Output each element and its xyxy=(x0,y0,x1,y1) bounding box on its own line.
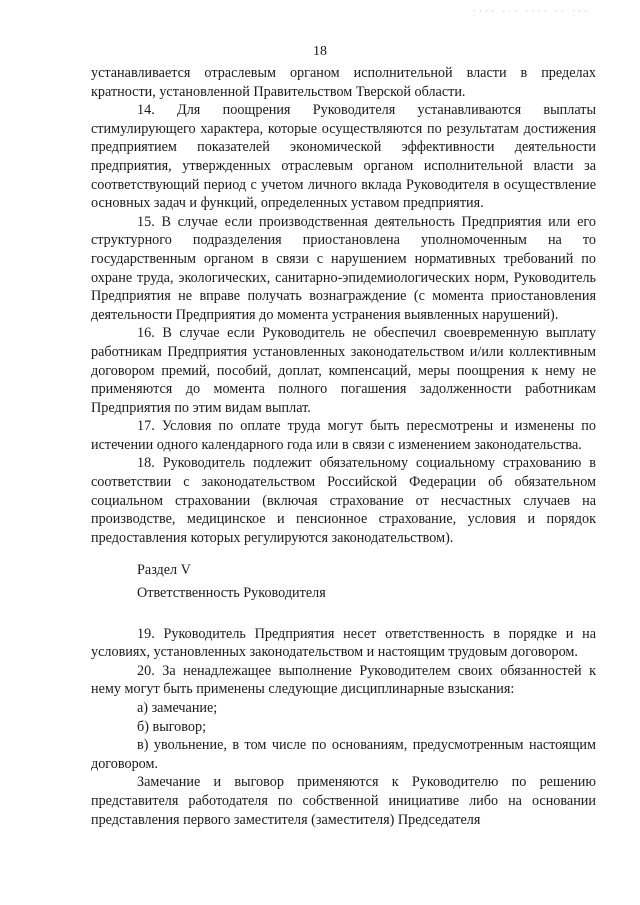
page-number: 18 xyxy=(313,44,327,59)
paragraph: в) увольнение, в том числе по основаниям, предусмотренным настоящим договором. xyxy=(91,737,596,772)
paragraph: 14. Для поощрения Руководителя устанавливаются выплаты стимулирующего характера, которые осуществляются по результатам достижения предприятием показателей экономической эффективности деятельности предприятия, утвержденных отраслевым органом исполнительной власти за соответствующий период с учетом личного вклада Руководителя в осуществление основных задач и функций, определенных уставом предприятия. xyxy=(91,102,596,212)
section-title: Ответственность Руководителя xyxy=(137,585,326,602)
paragraph: 15. В случае если производственная деятельность Предприятия или его структурного подразделения приостановлена уполномоченным на то государственным органом в связи с нарушением нормативных требований по охране труда, экологических, санитарно-эпидемиологических норм, Руководитель Предприятия не вправе получать вознаграждение (с момента приостановления деятельности Предприятия до момента устранения выявленных нарушений). xyxy=(91,213,596,323)
paragraphs-before-section xyxy=(91,64,596,547)
section-number: Раздел V xyxy=(137,562,191,579)
scan-artifact: ···· ··· ···· ·· ··· xyxy=(473,6,590,16)
paragraph: а) замечание; xyxy=(137,700,218,716)
paragraphs-after-section xyxy=(91,625,596,830)
paragraph: б) выговор; xyxy=(137,718,207,735)
paragraph: 18. Руководитель подлежит обязательному социальному страхованию в соответствии с законодательством Российской Федерации об обязательном социальном страховании (включая страхование от несчастных случаев на производстве, медицинское и пенсионное страхование, условия и порядок предоставления которых регулируются законодательством). xyxy=(91,455,596,546)
paragraph: 16. В случае если Руководитель не обеспечил своевременную выплату работникам Предприятия установленных законодательством и/или коллективным договором премий, пособий, доплат, компенсаций, меры поощрения к нему не применяются до момента полного погашения задолженности работникам Предприятия по этим видам выплат. xyxy=(91,325,596,416)
paragraph: Замечание и выговор применяются к Руководителю по решению представителя работодателя по собственной инициативе либо на основании представления первого заместителя (заместителя) Председателя xyxy=(91,774,596,828)
paragraph: 20. За ненадлежащее выполнение Руководителем своих обязанностей к нему могут быть применены следующие дисциплинарные взыскания: xyxy=(91,662,596,698)
paragraph: 19. Руководитель Предприятия несет ответственность в порядке и на условиях, установленных законодательством и настоящим трудовым договором. xyxy=(91,625,596,661)
section-header xyxy=(91,561,596,602)
paragraph: устанавливается отраслевым органом исполнительной власти в пределах кратности, установленной Правительством Тверской области. xyxy=(91,65,596,100)
paragraph: 17. Условия по оплате труда могут быть пересмотрены и изменены по истечении одного календарного года или в связи с изменением законодательства. xyxy=(91,418,596,453)
document-body xyxy=(91,64,596,829)
